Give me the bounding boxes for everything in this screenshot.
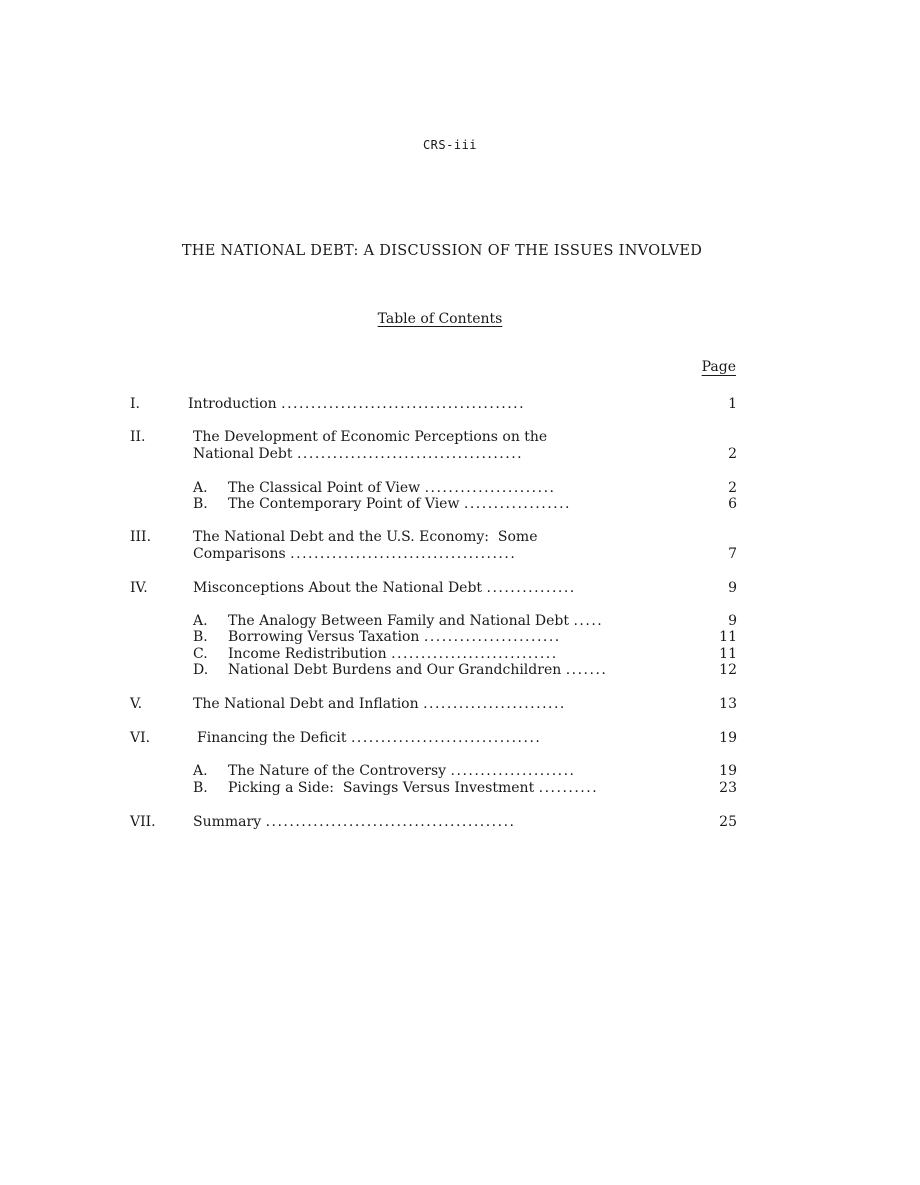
dot-leader: .......	[565, 662, 608, 678]
toc-heading	[0, 311, 880, 327]
section-number: VI.	[130, 730, 151, 746]
page-number: 13	[719, 696, 737, 712]
page-number: 6	[728, 496, 737, 512]
subsection-letter: A.	[193, 763, 208, 779]
subsection-letter: B.	[193, 629, 208, 645]
subsection-title: Income Redistribution	[228, 646, 387, 662]
subsection-letter: C.	[193, 646, 208, 662]
subsection-letter: B.	[193, 496, 208, 512]
dot-leader: ......................................	[296, 446, 524, 462]
section-title: The National Debt and the U.S. Economy: Some	[193, 529, 538, 545]
section-title-cont: National Debt	[193, 446, 293, 462]
dot-leader: .....	[573, 613, 604, 629]
page-number: 2	[728, 480, 737, 496]
dot-leader: ............................	[391, 646, 558, 662]
subsection-title: National Debt Burdens and Our Grandchildren	[228, 662, 562, 678]
section-number: I.	[130, 396, 140, 412]
page-number: 19	[719, 763, 737, 779]
section-title-cont: Comparisons	[193, 546, 286, 562]
dot-leader: .....................	[450, 763, 576, 779]
subsection-title: The Contemporary Point of View	[228, 496, 460, 512]
dot-leader: ................................	[350, 730, 542, 746]
subsection-letter: A.	[193, 480, 208, 496]
dot-leader: .........................................	[281, 396, 526, 412]
page-column-header: Page	[701, 359, 736, 375]
dot-leader: ........................	[423, 696, 566, 712]
dot-leader: ..................	[463, 496, 571, 512]
section-number: III.	[130, 529, 152, 545]
document-title: THE NATIONAL DEBT: A DISCUSSION OF THE ISSUES INVOLVED	[181, 243, 703, 259]
section-title: The National Debt and Inflation	[193, 696, 419, 712]
section-title: Misconceptions About the National Debt	[193, 580, 483, 596]
dot-leader: ..........	[538, 780, 599, 796]
page-number: 23	[719, 780, 737, 796]
toc-heading-text: Table of Contents	[377, 311, 503, 327]
dot-leader: ...............	[486, 580, 576, 596]
page-number: 7	[728, 546, 737, 562]
subsection-title: The Classical Point of View	[228, 480, 421, 496]
page-number: 11	[719, 646, 737, 662]
subsection-title: The Nature of the Controversy	[228, 763, 447, 779]
page-number: 9	[728, 613, 737, 629]
page-number: 11	[719, 629, 737, 645]
section-number: II.	[130, 429, 146, 445]
page-number: 2	[728, 446, 737, 462]
section-title: The Development of Economic Perceptions on the	[193, 429, 548, 445]
page-number: 12	[719, 662, 737, 678]
dot-leader: .......................	[423, 629, 561, 645]
page-id: CRS-iii	[422, 138, 478, 152]
section-title: Summary	[193, 814, 262, 830]
page-number: 25	[719, 814, 737, 830]
section-number: IV.	[130, 580, 148, 596]
subsection-letter: A.	[193, 613, 208, 629]
dot-leader: ......................	[424, 480, 556, 496]
section-title: Introduction	[188, 396, 277, 412]
page-number: 19	[719, 730, 737, 746]
subsection-title: Borrowing Versus Taxation	[228, 629, 420, 645]
section-number: VII.	[130, 814, 156, 830]
section-number: V.	[130, 696, 143, 712]
dot-leader: ..........................................	[265, 814, 516, 830]
page-number: 1	[728, 396, 737, 412]
subsection-letter: D.	[193, 662, 209, 678]
page-number: 9	[728, 580, 737, 596]
subsection-title: The Analogy Between Family and National Debt	[228, 613, 570, 629]
subsection-title: Picking a Side: Savings Versus Investment	[228, 780, 535, 796]
subsection-letter: B.	[193, 780, 208, 796]
dot-leader: ......................................	[290, 546, 517, 562]
section-title: Financing the Deficit	[197, 730, 347, 746]
